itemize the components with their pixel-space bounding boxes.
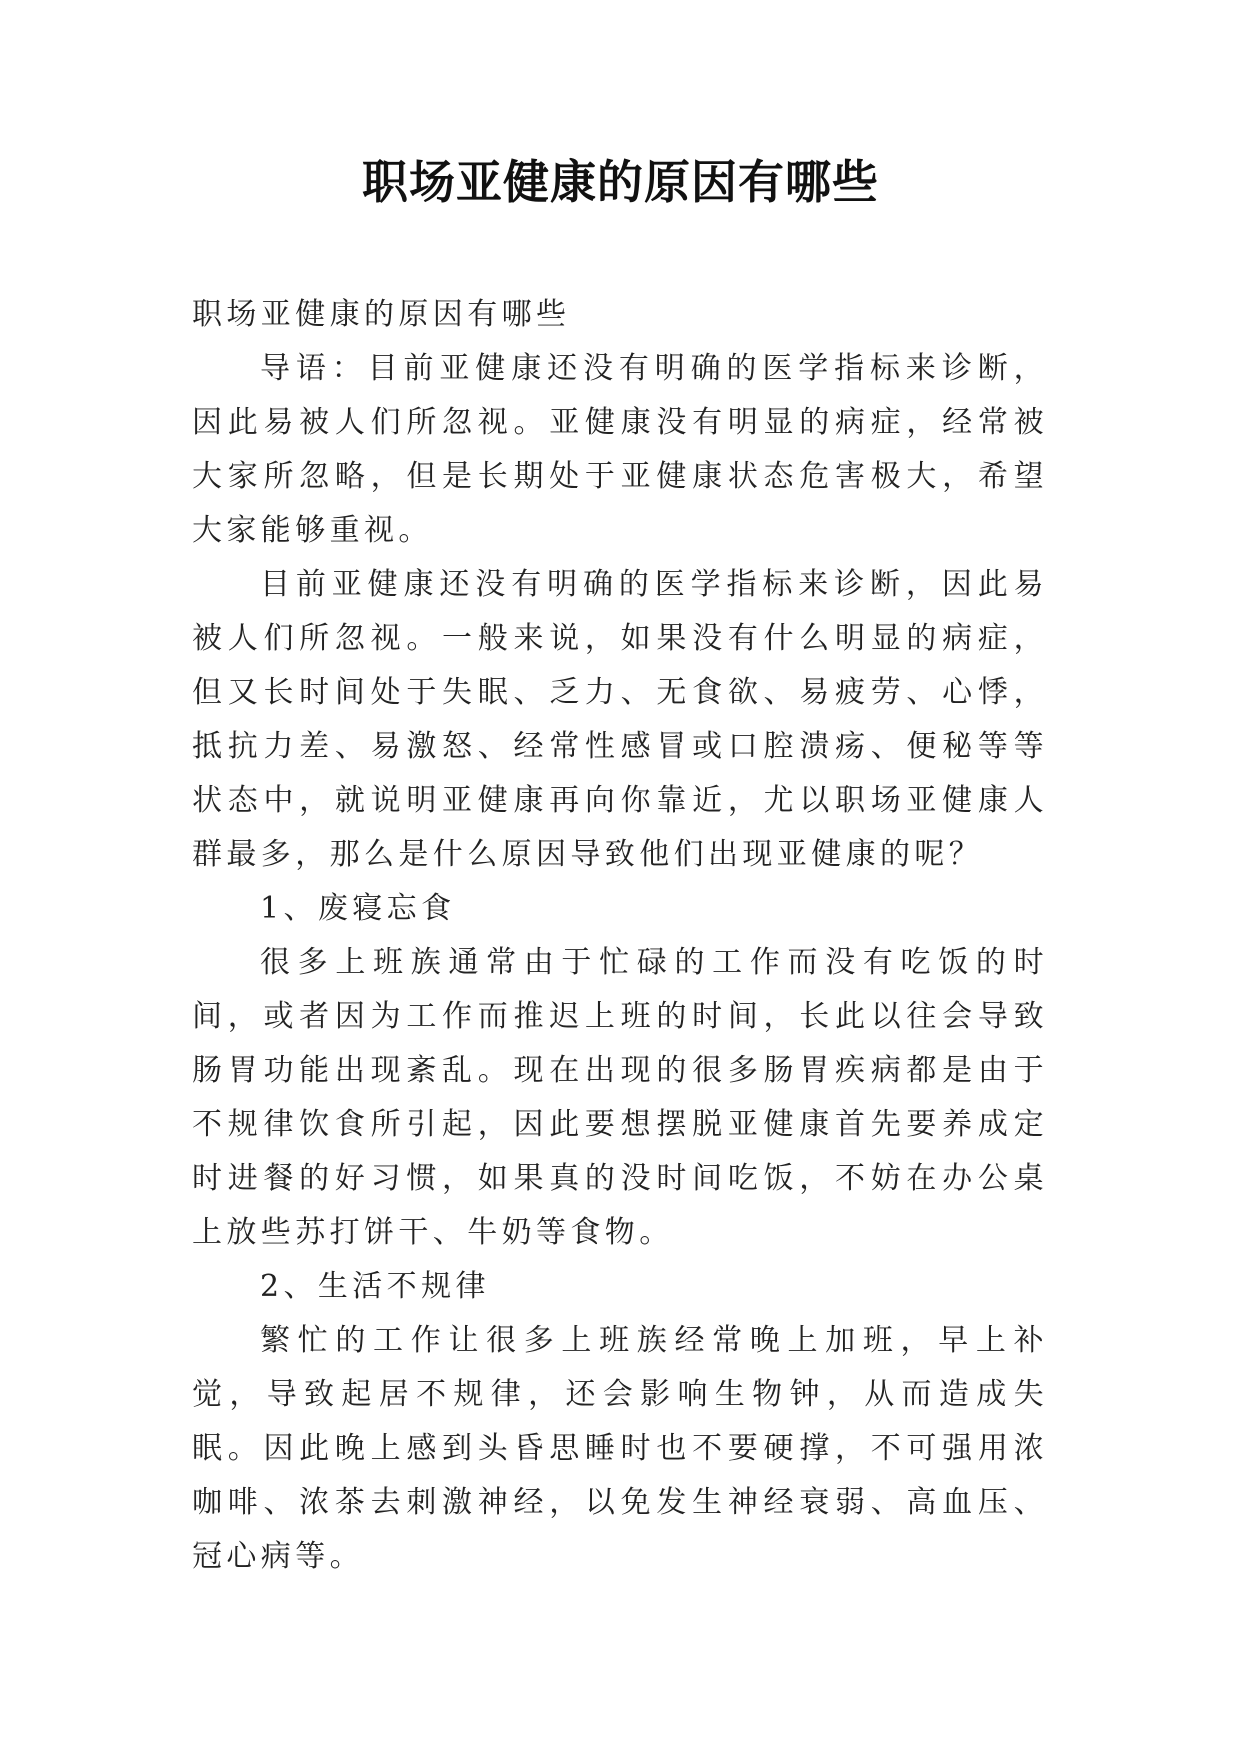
document-body xyxy=(192,288,1048,1584)
overview-paragraph: 目前亚健康还没有明确的医学指标来诊断，因此易被人们所忽视。一般来说，如果没有什么明显的病症，但又长时间处于失眠、乏力、无食欲、易疲劳、心悸，抵抗力差、易激怒、经常性感冒或口腔溃疡、便秘等等状态中，就说明亚健康再向你靠近，尤以职场亚健康人群最多，那么是什么原因导致他们出现亚健康的呢？ xyxy=(192,567,1048,872)
section-heading-2: 2、生活不规律 xyxy=(260,1269,490,1304)
section-paragraph-1: 很多上班族通常由于忙碌的工作而没有吃饭的时间，或者因为工作而推迟上班的时间，长此以往会导致肠胃功能出现紊乱。现在出现的很多肠胃疾病都是由于不规律饮食所引起，因此要想摆脱亚健康首先要养成定时进餐的好习惯，如果真的没时间吃饭，不妨在办公桌上放些苏打饼干、牛奶等食物。 xyxy=(192,945,1048,1250)
intro-paragraph: 导语：目前亚健康还没有明确的医学指标来诊断，因此易被人们所忽视。亚健康没有明显的病症，经常被大家所忽略，但是长期处于亚健康状态危害极大，希望大家能够重视。 xyxy=(192,351,1048,548)
document-title: 职场亚健康的原因有哪些 xyxy=(362,155,879,209)
document-subtitle: 职场亚健康的原因有哪些 xyxy=(192,297,571,332)
section-heading-1: 1、废寝忘食 xyxy=(260,891,456,926)
section-paragraph-2: 繁忙的工作让很多上班族经常晚上加班，早上补觉，导致起居不规律，还会影响生物钟，从而造成失眠。因此晚上感到头昏思睡时也不要硬撑，不可强用浓咖啡、浓茶去刺激神经，以免发生神经衰弱、高血压、冠心病等。 xyxy=(192,1323,1048,1574)
